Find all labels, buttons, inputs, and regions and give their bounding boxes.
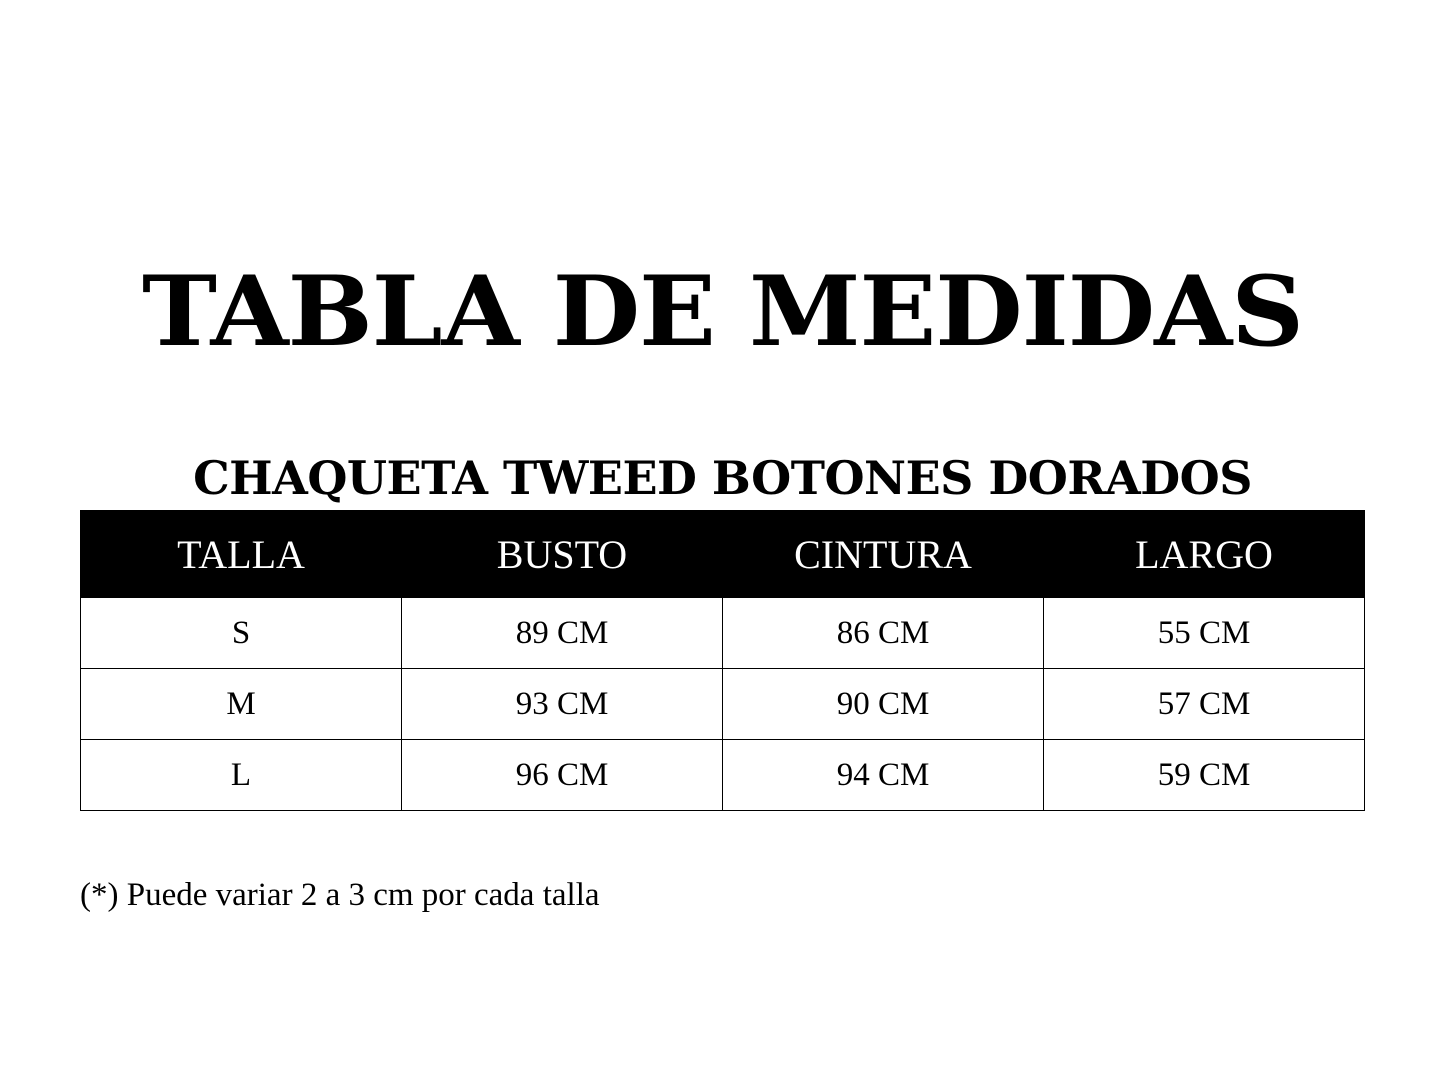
page-title: TABLA DE MEDIDAS bbox=[141, 255, 1304, 369]
waist-cell: 86 CM bbox=[723, 598, 1044, 669]
column-header-busto: BUSTO bbox=[402, 511, 723, 598]
product-name: CHAQUETA TWEED BOTONES DORADOS bbox=[193, 451, 1252, 506]
footnote: (*) Puede variar 2 a 3 cm por cada talla bbox=[80, 877, 600, 913]
waist-cell: 94 CM bbox=[723, 740, 1044, 811]
length-cell: 57 CM bbox=[1044, 669, 1365, 740]
table-header-row bbox=[81, 511, 1365, 598]
size-chart-table bbox=[80, 510, 1365, 811]
length-cell: 59 CM bbox=[1044, 740, 1365, 811]
bust-cell: 93 CM bbox=[402, 669, 723, 740]
column-header-largo: LARGO bbox=[1044, 511, 1365, 598]
bust-cell: 96 CM bbox=[402, 740, 723, 811]
table-row bbox=[81, 740, 1365, 811]
waist-cell: 90 CM bbox=[723, 669, 1044, 740]
size-cell: M bbox=[81, 669, 402, 740]
length-cell: 55 CM bbox=[1044, 598, 1365, 669]
column-header-talla: TALLA bbox=[81, 511, 402, 598]
table-row bbox=[81, 669, 1365, 740]
table-row bbox=[81, 598, 1365, 669]
size-cell: L bbox=[81, 740, 402, 811]
column-header-cintura: CINTURA bbox=[723, 511, 1044, 598]
bust-cell: 89 CM bbox=[402, 598, 723, 669]
size-cell: S bbox=[81, 598, 402, 669]
